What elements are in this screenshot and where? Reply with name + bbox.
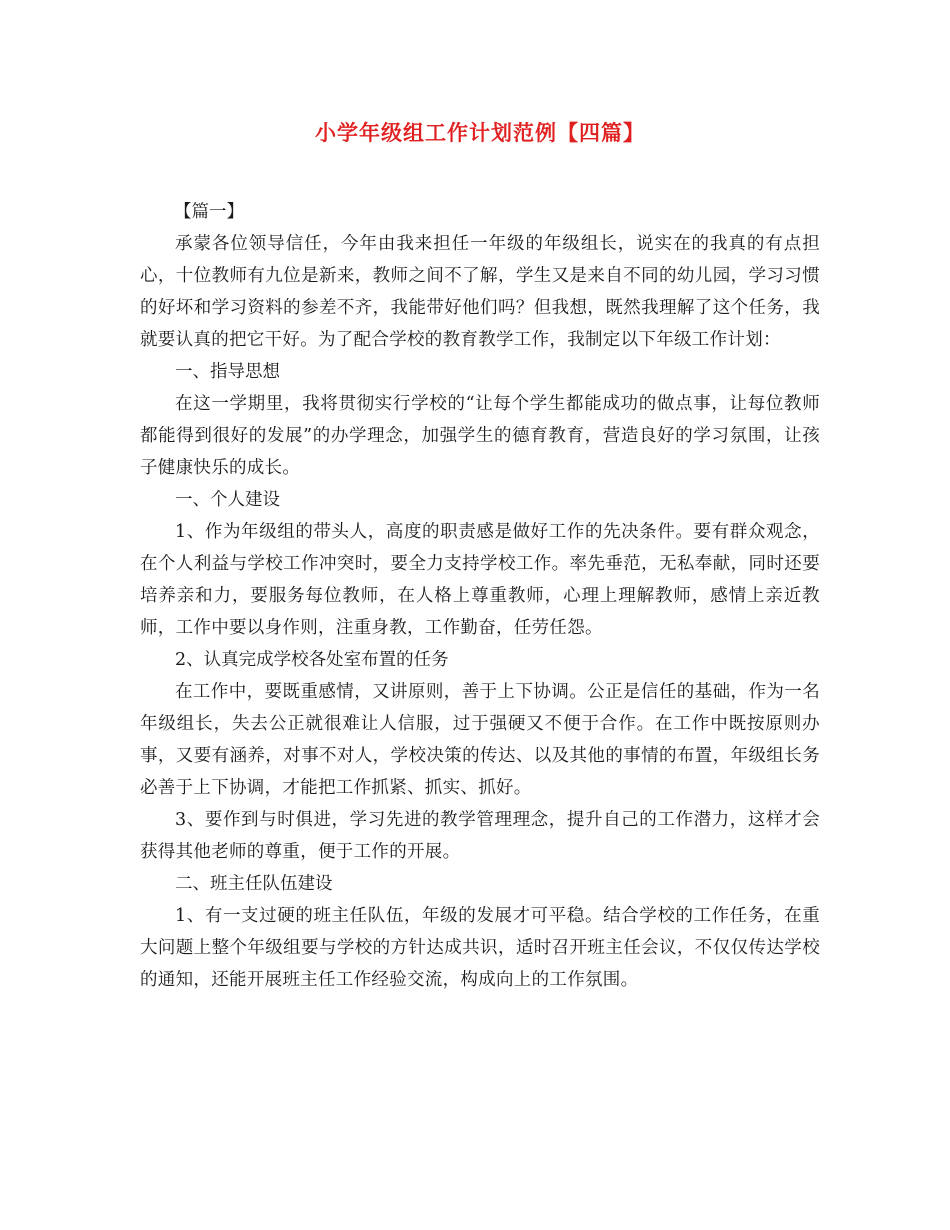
paragraph-personal-3: 3、要作到与时俱进，学习先进的教学管理理念，提升自己的工作潜力，这样才会获得其他老师的尊重，便于工作的开展。 (140, 810, 820, 862)
heading-complete-tasks: 2、认真完成学校各处室布置的任务 (175, 650, 449, 670)
paragraph-personal-1: 1、作为年级组的带头人，高度的职责感是做好工作的先决条件。要有群众观念，在个人利益与学校工作冲突时，要全力支持学校工作。率先垂范，无私奉献，同时还要培养亲和力，要服务每位教师，在人格上尊重教师，心理上理解教师，感情上亲近教师，工作中要以身作则，注重身教，工作勤奋，任劳任怨。 (140, 522, 820, 638)
heading-class-teacher-team: 二、班主任队伍建设 (175, 874, 333, 894)
paragraph-class-teacher-1: 1、有一支过硬的班主任队伍，年级的发展才可平稳。结合学校的工作任务，在重大问题上整个年级组要与学校的方针达成共识，适时召开班主任会议，不仅仅传达学校的通知，还能开展班主任工作经验交流，构成向上的工作氛围。 (140, 906, 820, 990)
paragraph-intro: 承蒙各位领导信任，今年由我来担任一年级的年级组长，说实在的我真的有点担心，十位教师有九位是新来，教师之间不了解，学生又是来自不同的幼儿园，学习习惯的好坏和学习资料的参差不齐，我能带好他们吗？但我想，既然我理解了这个任务，我就要认真的把它干好。为了配合学校的教育教学工作，我制定以下年级工作计划： (140, 234, 820, 350)
paragraph-complete-tasks: 在工作中，要既重感情，又讲原则，善于上下协调。公正是信任的基础，作为一名年级组长，失去公正就很难让人信服，过于强硬又不便于合作。在工作中既按原则办事，又要有涵养，对事不对人，学校决策的传达、以及其他的事情的布置，年级组长务必善于上下协调，才能把工作抓紧、抓实、抓好。 (140, 682, 820, 798)
paragraph-guiding-thought: 在这一学期里，我将贯彻实行学校的“让每个学生都能成功的做点事，让每位教师都能得到很好的发展”的办学理念，加强学生的德育教育，营造良好的学习氛围，让孩子健康快乐的成长。 (140, 394, 820, 478)
heading-personal-development: 一、个人建设 (175, 490, 280, 510)
section-label: 【篇一】 (174, 202, 244, 222)
document-title: 小学年级组工作计划范例【四篇】 (315, 120, 645, 145)
heading-guiding-thought: 一、指导思想 (175, 362, 280, 382)
document-page (140, 118, 820, 996)
